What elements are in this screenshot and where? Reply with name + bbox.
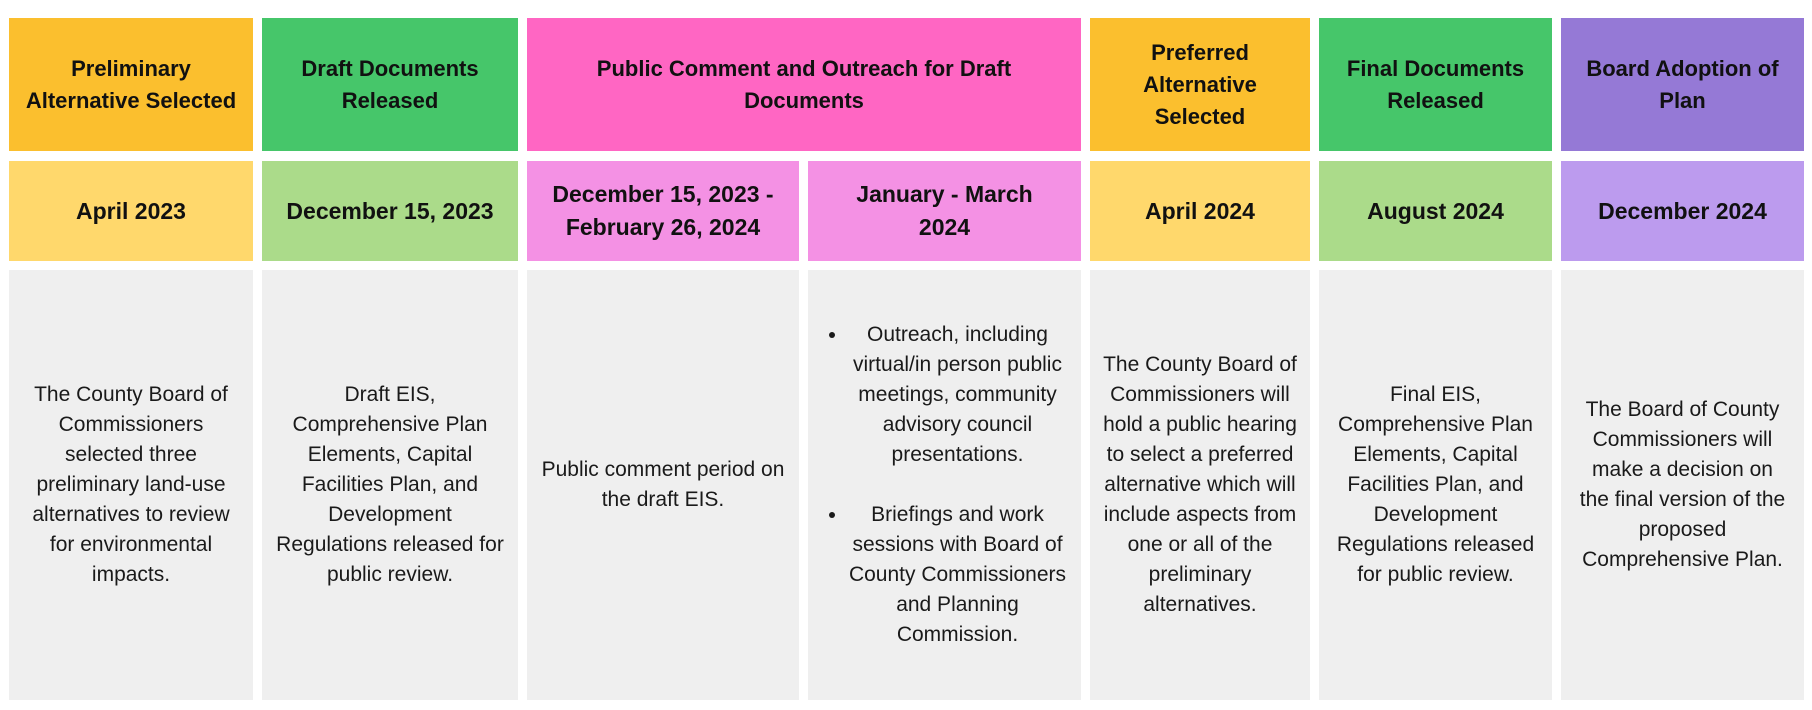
header-label: Board Adoption of Plan: [1586, 55, 1779, 113]
description-preliminary: [9, 270, 253, 700]
date-label: April 2023: [76, 197, 186, 224]
description-text: Final EIS, Comprehensive Plan Elements, Capital Facilities Plan, and Development Regulations released for public review.: [1336, 383, 1535, 586]
date-label: April 2024: [1145, 197, 1255, 224]
header-public-comment-outreach: [527, 18, 1081, 151]
header-draft-documents: [262, 18, 518, 151]
header-label: Preliminary Alternative Selected: [25, 55, 237, 113]
header-preliminary-alternative: [9, 18, 253, 151]
header-label: Final Documents Released: [1346, 55, 1525, 113]
description-text: The County Board of Commissioners will hold a public hearing to select a preferred alternative which will include aspects from one or all of the preliminary alternatives.: [1103, 353, 1297, 616]
list-item: • Outreach, including virtual/in person public meetings, community advisory council presentations.: [848, 320, 1067, 470]
description-draft: [262, 270, 518, 700]
date-label: December 2024: [1598, 197, 1767, 224]
date-label: December 15, 2023 - February 26, 2024: [552, 181, 774, 240]
description-text: The County Board of Commissioners selected three preliminary land-use alternatives to review for environmental impacts.: [32, 383, 230, 586]
description-text: The Board of County Commissioners will make a decision on the final version of the proposed Comprehensive Plan.: [1579, 398, 1786, 571]
date-comment-period: [527, 161, 799, 261]
outreach-bullet-list: [822, 320, 1067, 650]
date-label: January - March 2024: [856, 181, 1033, 240]
description-final: [1319, 270, 1552, 700]
date-january-march-2024: [808, 161, 1081, 261]
date-august-2024: [1319, 161, 1552, 261]
description-comment-period: [527, 270, 799, 700]
header-label: Public Comment and Outreach for Draft Documents: [596, 55, 1012, 113]
date-december-2024: [1561, 161, 1804, 261]
date-label: August 2024: [1367, 197, 1504, 224]
header-final-documents: [1319, 18, 1552, 151]
date-april-2024: [1090, 161, 1310, 261]
description-adoption: [1561, 270, 1804, 700]
list-item: • Briefings and work sessions with Board of County Commissioners and Planning Commission.: [848, 500, 1067, 650]
date-label: December 15, 2023: [286, 197, 494, 224]
description-preferred: [1090, 270, 1310, 700]
header-board-adoption: [1561, 18, 1804, 151]
header-label: Draft Documents Released: [301, 55, 479, 113]
date-december-15-2023: [262, 161, 518, 261]
date-april-2023: [9, 161, 253, 261]
description-text: Draft EIS, Comprehensive Plan Elements, Capital Facilities Plan, and Development Regulations released for public review.: [276, 383, 504, 586]
description-text: Public comment period on the draft EIS.: [541, 458, 785, 511]
header-preferred-alternative: [1090, 18, 1310, 151]
header-label: Preferred Alternative Selected: [1143, 39, 1257, 129]
description-outreach: [808, 270, 1081, 700]
